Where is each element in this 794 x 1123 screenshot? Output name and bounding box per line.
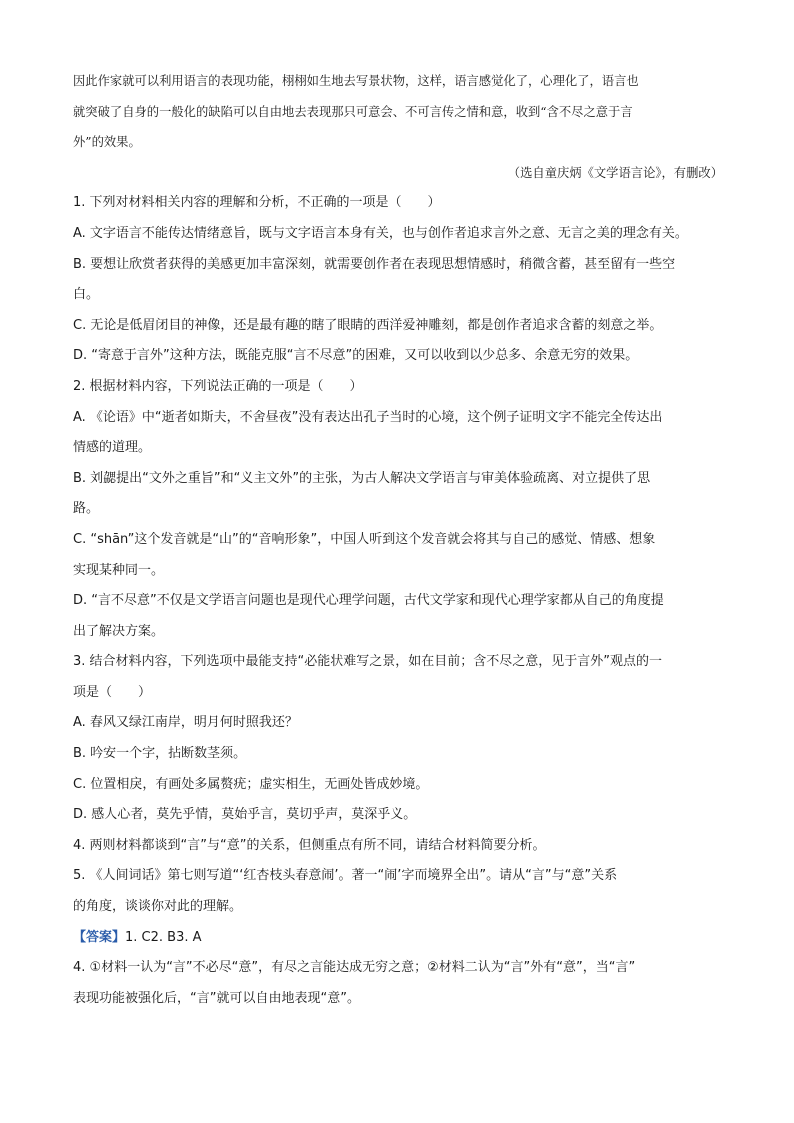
question-line: A. 春风又绿江南岸，明月何时照我还？ xyxy=(73,715,298,731)
explanation-line: 4. ①材料一认为“言”不必尽“意”，有尽之言能达成无穷之意；②材料二认为“言”外有“意”，当“言” xyxy=(73,960,636,976)
question-line: 白。 xyxy=(73,287,100,303)
answer-line xyxy=(73,923,723,954)
explanation-line: 表现功能被强化后，“言”就可以自由地表现“意”。 xyxy=(73,990,360,1006)
answer-text: 1. C2. B3. A xyxy=(125,929,202,945)
question-line: B. 吟安一个字，拈断数茎须。 xyxy=(73,746,247,762)
question-line: D. “言不尽意”不仅是文学语言问题也是现代心理学问题，古代文学家和现代心理学家都从自己的角度提 xyxy=(73,593,664,609)
question-line: 项是（ ） xyxy=(73,684,152,700)
question-item xyxy=(73,586,723,647)
question-item xyxy=(73,403,723,464)
question-item xyxy=(73,219,723,250)
document-page xyxy=(73,66,723,1014)
excerpt-line: 外”的效果。 xyxy=(73,135,141,150)
question-line: B. 刘勰提出“文外之重旨”和“义主文外”的主张，为古人解决文学语言与审美体验疏离、对立提供了思 xyxy=(73,470,651,486)
question-line: 实现某种同一。 xyxy=(73,562,165,578)
question-item xyxy=(73,861,723,922)
question-item xyxy=(73,188,723,219)
question-item xyxy=(73,800,723,831)
question-line: 3. 结合材料内容，下列选项中最能支持“必能状难写之景，如在目前；含不尽之意，见于言外”观点的一 xyxy=(73,654,663,670)
question-line: C. “shān”这个发音就是“山”的“音响形象”，中国人听到这个发音就会将其与自己的感觉、情感、想象 xyxy=(73,531,656,547)
question-item xyxy=(73,831,723,862)
question-line: A. 文字语言不能传达情绪意旨，既与文字语言本身有关，也与创作者追求言外之意、无言之美的理念有关。 xyxy=(73,225,688,241)
question-line: C. 无论是低眉闭目的神像，还是最有趣的瞎了眼睛的西洋爱神雕刻，都是创作者追求含蓄的刻意之举。 xyxy=(73,317,663,333)
question-line: 路。 xyxy=(73,501,100,517)
question-line: D. “寄意于言外”这种方法，既能克服“言不尽意”的困难，又可以收到以少总多、余意无穷的效果。 xyxy=(73,348,639,364)
question-line: 情感的道理。 xyxy=(73,440,152,456)
question-item xyxy=(73,770,723,801)
question-line: 2. 根据材料内容，下列说法正确的一项是（ ） xyxy=(73,378,363,394)
question-line: B. 要想让欣赏者获得的美感更加丰富深刻，就需要创作者在表现思想情感时，稍微含蓄，甚至留有一些空 xyxy=(73,256,676,272)
question-line: D. 感人心者，莫先乎情，莫始乎言，莫切乎声，莫深乎义。 xyxy=(73,807,417,823)
question-item xyxy=(73,341,723,372)
answer-label: 【答案】 xyxy=(73,929,126,945)
question-item xyxy=(73,739,723,770)
explanation-paragraph xyxy=(73,953,723,1014)
question-line: 出了解决方案。 xyxy=(73,623,165,639)
question-line: A. 《论语》中“逝者如斯夫，不舍昼夜”没有表达出孔子当时的心境，这个例子证明文字不能完全传达出 xyxy=(73,409,663,425)
question-line: C. 位置相戾，有画处多属赘疣；虚实相生，无画处皆成妙境。 xyxy=(73,776,429,792)
question-line: 4. 两则材料都谈到“言”与“意”的关系，但侧重点有所不同，请结合材料简要分析。 xyxy=(73,837,546,853)
excerpt-paragraph xyxy=(73,66,723,188)
question-item xyxy=(73,250,723,311)
question-item xyxy=(73,372,723,403)
question-item xyxy=(73,708,723,739)
excerpt-line: 因此作家就可以利用语言的表现功能，栩栩如生地去写景状物，这样，语言感觉化了，心理化了，语言也 xyxy=(73,74,639,88)
question-item xyxy=(73,525,723,586)
excerpt-line: 就突破了自身的一般化的缺陷可以自由地去表现那只可意会、不可言传之情和意，收到“含不尽之意于言 xyxy=(73,104,633,119)
question-line: 5. 《人间词话》第七则写道“‘红杏枝头春意闹’。著一“闹’字而境界全出”。请从“言”与“意”关系 xyxy=(73,868,618,884)
question-line: 1. 下列对材料相关内容的理解和分析，不正确的一项是（ ） xyxy=(73,195,441,211)
question-item xyxy=(73,464,723,525)
question-item xyxy=(73,647,723,708)
question-item xyxy=(73,311,723,342)
excerpt-source: （选自童庆炳《文学语言论》，有删改） xyxy=(507,165,723,180)
question-list xyxy=(73,188,723,922)
question-line: 的角度，谈谈你对此的理解。 xyxy=(73,899,243,915)
